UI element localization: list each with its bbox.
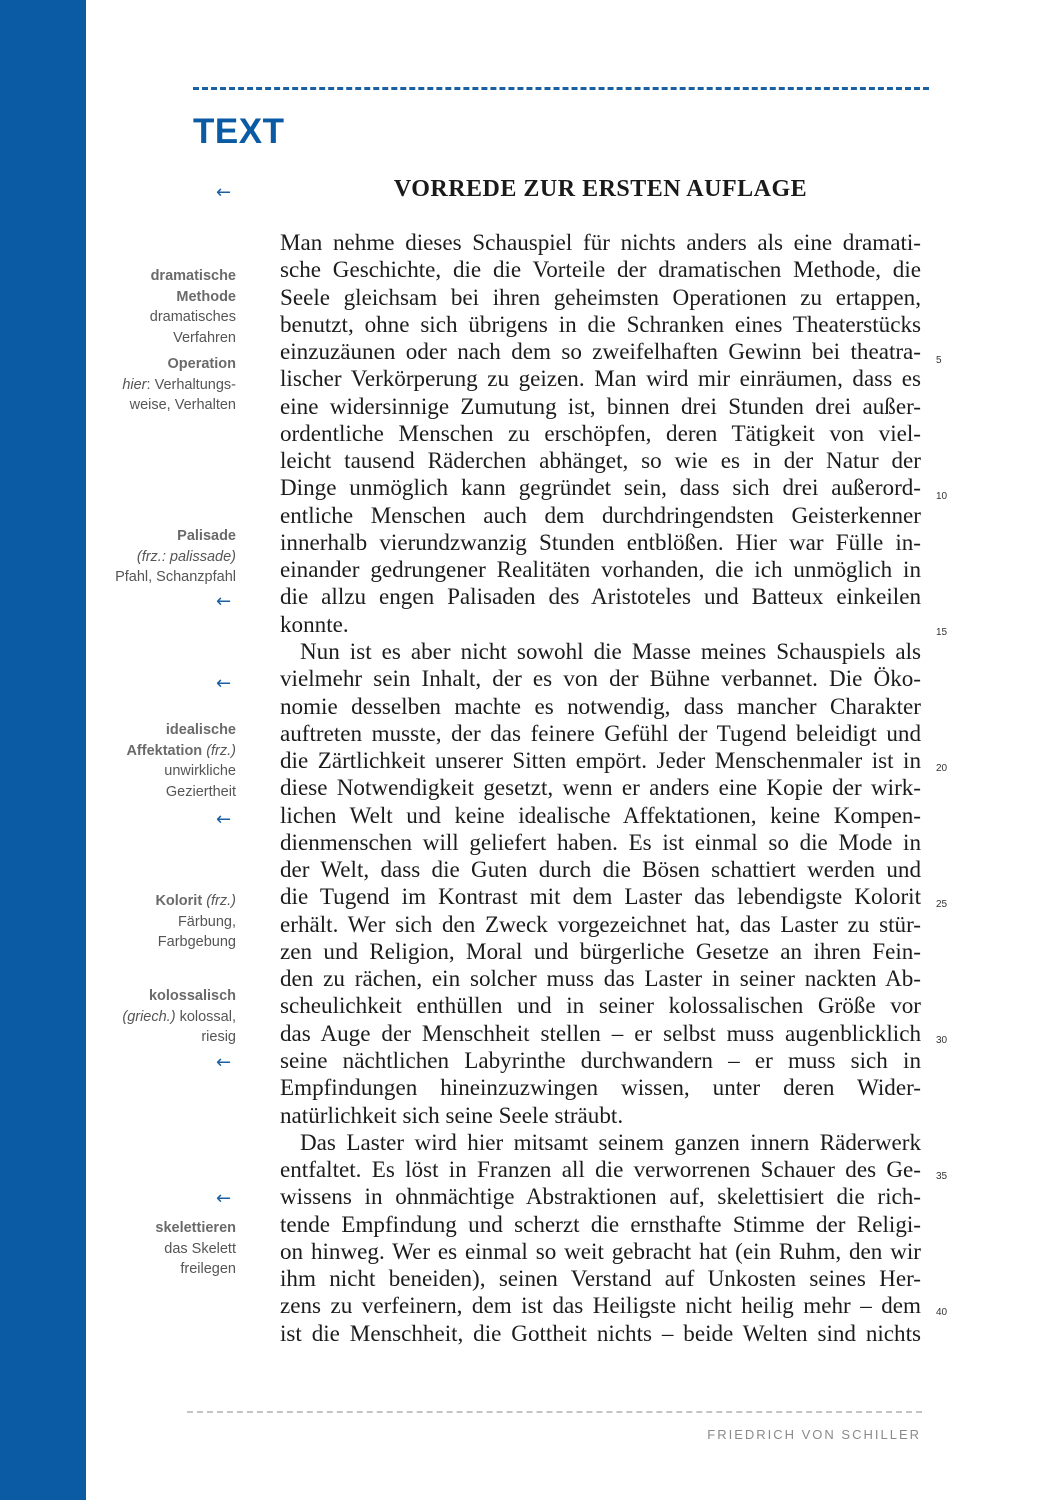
- text-line: erhält. Wer sich den Zweck vorgezeichnet hat, das Laster zu stür-: [280, 910, 921, 937]
- gloss-palisade: Palisade (frz.: palissade) Pfahl, Schanzpfahl: [115, 528, 236, 585]
- text-line: wissens in ohnmächtige Abstraktionen auf, skelettisiert die rich-: [280, 1183, 921, 1210]
- text-line: innerhalb vierundzwanzig Stunden entblößen. Hier war Fülle in-: [280, 528, 921, 555]
- body-text: [280, 229, 921, 1347]
- gloss-skelettieren: skelettieren das Skelett freilegen: [155, 1220, 236, 1277]
- line-number: 20: [936, 763, 948, 774]
- arrow-left-icon: ←: [216, 809, 232, 830]
- side-color-bar: [0, 0, 86, 1500]
- line-number: 10: [936, 491, 948, 502]
- gloss-operation: Operation hier: Verhaltungs- weise, Verhalten: [122, 356, 236, 413]
- text-line: leicht tausend Räderchen abhänget, so wie es in der Natur der: [280, 447, 921, 474]
- text-line: seine nächtlichen Labyrinthe durchwandern – er muss sich in: [280, 1046, 921, 1073]
- text-line: das Auge der Menschheit stellen – er selbst muss augenblicklich: [280, 1019, 921, 1046]
- section-title: TEXT: [193, 112, 285, 151]
- text-line: Nun ist es aber nicht sowohl die Masse meines Schauspiels als: [300, 637, 921, 664]
- text-line: scheulichkeit enthüllen und in seiner kolossalischen Größe vor: [280, 992, 921, 1019]
- text-line: benutzt, ohne sich übrigens in die Schranken eines Theaterstücks: [280, 310, 921, 337]
- text-line: entliche Menschen auch dem durchdringendsten Geisterkenner: [280, 501, 921, 528]
- text-line: on hinweg. Wer es einmal so weit gebracht hat (ein Ruhm, den wir: [280, 1237, 921, 1264]
- text-line: ist die Menschheit, die Gottheit nichts – beide Welten sind nichts: [280, 1319, 921, 1346]
- text-line: natürlichkeit sich seine Seele sträubt.: [280, 1101, 624, 1128]
- text-line: lischer Verkörperung zu geizen. Man wird mir einräumen, dass es: [280, 365, 921, 392]
- text-line: ordentliche Menschen zu erschöpfen, deren Tätigkeit von viel-: [280, 419, 921, 446]
- line-number: 5: [936, 355, 942, 366]
- text-line: konnte.: [280, 610, 349, 637]
- text-line: einzuzäunen oder nach dem so zweifelhaften Gewinn bei theatra-: [280, 338, 921, 365]
- text-line: vielmehr sein Inhalt, der es von der Bühne verbannet. Die Öko-: [280, 665, 921, 692]
- text-line: eine widersinnige Zumutung ist, binnen drei Stunden drei außer-: [280, 392, 921, 419]
- text-line: die allzu engen Palisaden des Aristoteles und Batteux einkeilen: [280, 583, 921, 610]
- text-line: zen und Religion, Moral und bürgerliche Gesetze an ihren Fein-: [280, 937, 921, 964]
- text-line: der Welt, dass die Guten durch die Bösen schattiert werden und: [280, 856, 921, 883]
- text-line: den zu rächen, ein solcher muss das Laster in seiner nackten Ab-: [280, 965, 921, 992]
- running-footer: FRIEDRICH VON SCHILLER: [707, 1427, 921, 1442]
- gloss-kolossalisch: kolossalisch (griech.) kolossal, riesig: [122, 988, 236, 1045]
- text-line: diese Notwendigkeit gesetzt, wenn er anders eine Kopie der wirk-: [280, 774, 921, 801]
- gloss-dramatische-methode: dramatische Methode dramatisches Verfahren: [149, 268, 236, 346]
- text-line: Man nehme dieses Schauspiel für nichts anders als eine dramati-: [280, 229, 921, 255]
- arrow-left-icon: ←: [216, 591, 232, 612]
- text-line: auftreten musste, der das feinere Gefühl der Tugend beleidigt und: [280, 719, 921, 746]
- line-number: 15: [936, 627, 948, 638]
- text-line: nomie desselben machte es notwendig, dass mancher Charakter: [280, 692, 921, 719]
- text-line: Empfindungen hineinzuzwingen wissen, unter deren Wider-: [280, 1074, 921, 1101]
- line-number: 25: [936, 899, 948, 910]
- line-number: 35: [936, 1171, 948, 1182]
- gloss-kolorit: Kolorit (frz.) Färbung, Farbgebung: [155, 893, 236, 950]
- arrow-left-icon: ←: [216, 1052, 232, 1073]
- text-line: Das Laster wird hier mitsamt seinem ganzen innern Räderwerk: [300, 1128, 921, 1155]
- line-number: 30: [936, 1035, 948, 1046]
- text-line: die Zärtlichkeit unserer Sitten empört. Jeder Menschenmaler ist in: [280, 747, 921, 774]
- gloss-affektation: idealische Affektation (frz.) unwirkliche Geziertheit: [126, 722, 236, 800]
- arrow-left-icon: ←: [216, 1188, 232, 1209]
- text-line: sche Geschichte, die die Vorteile der dramatischen Methode, die: [280, 256, 921, 283]
- text-line: tende Empfindung und scherzt die ernsthafte Stimme der Religi-: [280, 1210, 921, 1237]
- chapter-title: VORREDE ZUR ERSTEN AUFLAGE: [393, 176, 808, 202]
- text-line: dienmenschen will geliefert haben. Es ist einmal so die Mode in: [280, 828, 921, 855]
- text-line: ihm nicht beneiden), seinen Verstand auf Unkosten seines Her-: [280, 1265, 921, 1292]
- text-line: Seele gleichsam bei ihren geheimsten Operationen zu ertappen,: [280, 283, 921, 310]
- text-line: Dinge unmöglich kann gegründet sein, dass sich drei außerord-: [280, 474, 921, 501]
- text-line: die Tugend im Kontrast mit dem Laster das lebendigste Kolorit: [280, 883, 921, 910]
- arrow-left-icon: ←: [216, 182, 232, 203]
- bottom-dashed-rule: [187, 1411, 922, 1413]
- top-dashed-rule: [193, 87, 929, 90]
- text-line: einander gedrungener Realitäten vorhanden, die ich unmöglich in: [280, 556, 921, 583]
- text-line: entfaltet. Es löst in Franzen all die verworrenen Schauer des Ge-: [280, 1156, 921, 1183]
- text-line: lichen Welt und keine idealische Affektationen, keine Kompen-: [280, 801, 921, 828]
- arrow-left-icon: ←: [216, 673, 232, 694]
- text-line: zens zu verfeinern, dem ist das Heiligste nicht heilig mehr – dem: [280, 1292, 921, 1319]
- line-number: 40: [936, 1307, 948, 1318]
